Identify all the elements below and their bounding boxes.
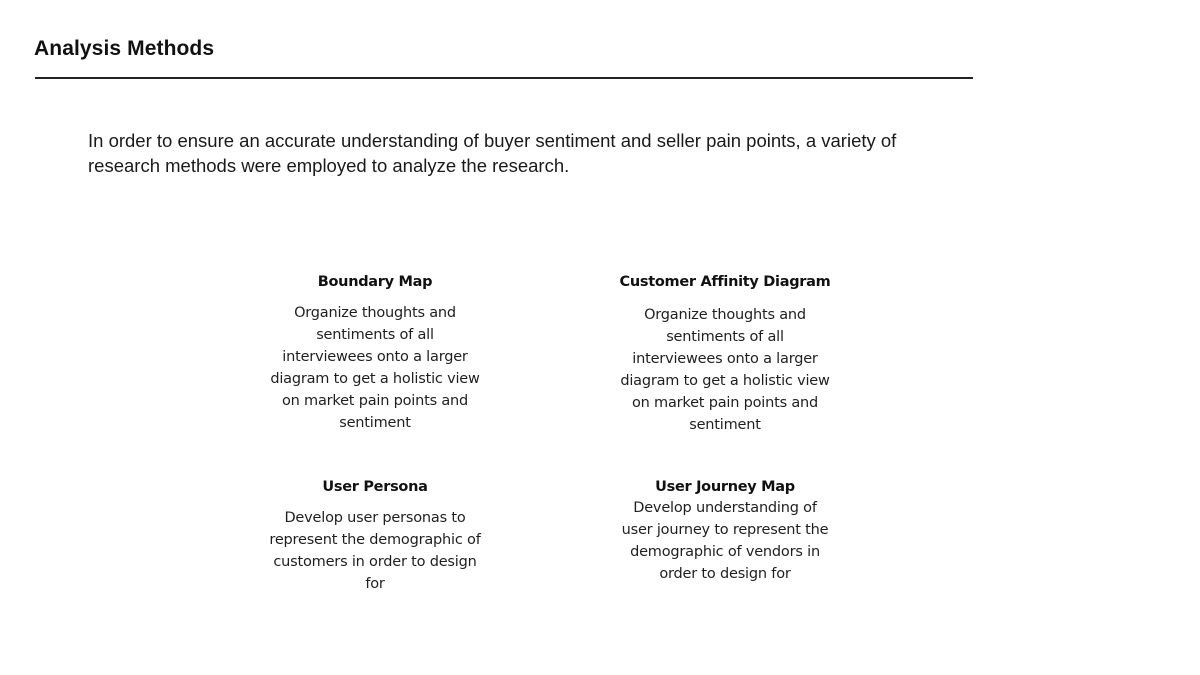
title-divider: [35, 77, 973, 79]
method-user-journey-map: [610, 479, 840, 585]
method-title: User Persona: [322, 479, 428, 495]
method-customer-affinity-diagram: [605, 274, 845, 436]
method-title: Customer Affinity Diagram: [619, 274, 831, 290]
method-boundary-map: [265, 274, 485, 434]
method-description: Organize thoughts and sentiments of all interviewees onto a larger diagram to get a holistic view on market pain points and sentiment: [620, 307, 830, 433]
method-title: User Journey Map: [655, 479, 795, 495]
method-user-persona: [255, 479, 495, 595]
page-title: Analysis Methods: [34, 37, 215, 60]
method-description: Develop understanding of user journey to represent the demographic of vendors in order to design for: [621, 500, 829, 582]
method-description: Develop user personas to represent the demographic of customers in order to design for: [269, 510, 481, 592]
method-description: Organize thoughts and sentiments of all interviewees onto a larger diagram to get a holistic view on market pain points and sentiment: [270, 305, 480, 431]
method-title: Boundary Map: [317, 274, 433, 290]
intro-paragraph: In order to ensure an accurate understanding of buyer sentiment and seller pain points, a variety of research methods were employed to analyze the research.: [88, 130, 897, 176]
